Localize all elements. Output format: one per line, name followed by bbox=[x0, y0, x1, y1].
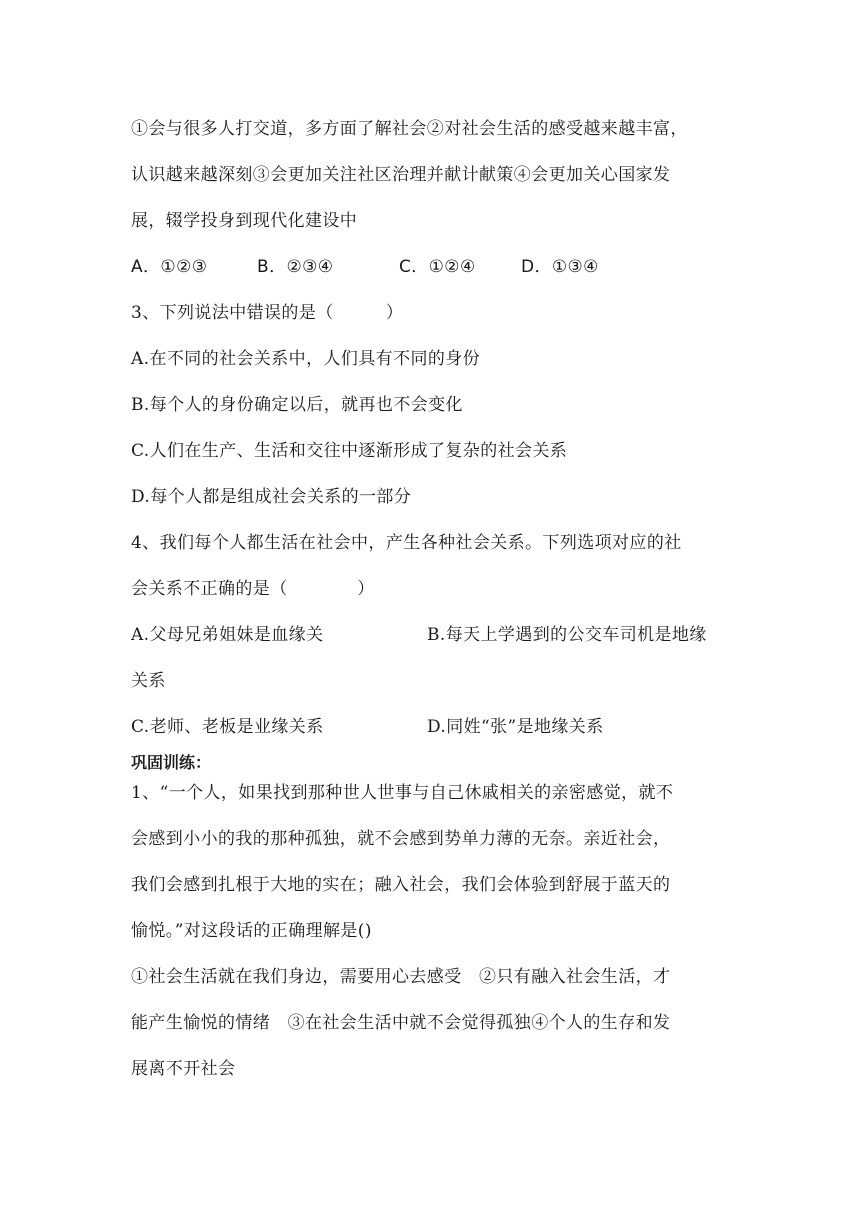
q2-option-b: B．②③④ bbox=[257, 257, 334, 277]
q4-stem-line-1: 4、我们每个人都生活在社会中，产生各种社会关系。下列选项对应的社 bbox=[131, 533, 682, 553]
q2-option-c: C．①②④ bbox=[399, 257, 476, 277]
document-page bbox=[131, 106, 731, 1092]
c-q1-stem-line-2: 会感到小小的我的那种孤独，就不会感到势单力薄的无奈。亲近社会， bbox=[131, 829, 671, 849]
q2-statement-line-2: 认识越来越深刻③会更加关注社区治理并献计献策④会更加关心国家发 bbox=[131, 165, 671, 185]
q4-option-b: B.每天上学遇到的公交车司机是地缘 bbox=[427, 625, 707, 645]
q3-option-a: A.在不同的社会关系中，人们具有不同的身份 bbox=[131, 349, 481, 369]
q3-option-b: B.每个人的身份确定以后，就再也不会变化 bbox=[131, 395, 463, 415]
c-q1-statement-line-3: 展离不开社会 bbox=[131, 1059, 236, 1079]
q4-option-c: C.老师、老板是业缘关系 bbox=[131, 717, 324, 737]
c-q1-stem-line-4: 愉悦。”对这段话的正确理解是() bbox=[131, 921, 372, 941]
q4-options-row-1 bbox=[131, 612, 731, 658]
q3-option-d: D.每个人都是组成社会关系的一部分 bbox=[131, 487, 412, 507]
c-q1-statement-line-2: 能产生愉悦的情绪 ③在社会生活中就不会觉得孤独④个人的生存和发 bbox=[131, 1013, 671, 1033]
q3-stem: 3、下列说法中错误的是（ ） bbox=[131, 303, 404, 323]
q4-option-d: D.同姓“张”是地缘关系 bbox=[427, 717, 604, 737]
q2-statement-line-1: ①会与很多人打交道，多方面了解社会②对社会生活的感受越来越丰富， bbox=[131, 119, 688, 139]
q2-statement-line-3: 展，辍学投身到现代化建设中 bbox=[131, 211, 358, 231]
q3-option-c: C.人们在生产、生活和交往中逐渐形成了复杂的社会关系 bbox=[131, 441, 568, 461]
q4-options-row-2 bbox=[131, 704, 731, 750]
c-q1-stem-line-1: 1、“一个人，如果找到那种世人世事与自己休戚相关的亲密感觉，就不 bbox=[131, 783, 674, 803]
q4-option-a: A.父母兄弟姐妹是血缘关 bbox=[131, 625, 324, 645]
q4-stem-line-2: 会关系不正确的是（ ） bbox=[131, 579, 375, 599]
c-q1-statement-line-1: ①社会生活就在我们身边，需要用心去感受 ②只有融入社会生活，才 bbox=[131, 967, 671, 987]
c-q1-stem-line-3: 我们会感到扎根于大地的实在；融入社会，我们会体验到舒展于蓝天的 bbox=[131, 875, 671, 895]
q4-option-b-wrap: 关系 bbox=[131, 671, 166, 691]
q2-options bbox=[131, 244, 731, 290]
section-title-consolidation: 巩固训练： bbox=[131, 753, 212, 772]
q2-option-a: A．①②③ bbox=[131, 257, 208, 277]
q2-option-d: D．①③④ bbox=[521, 257, 599, 277]
